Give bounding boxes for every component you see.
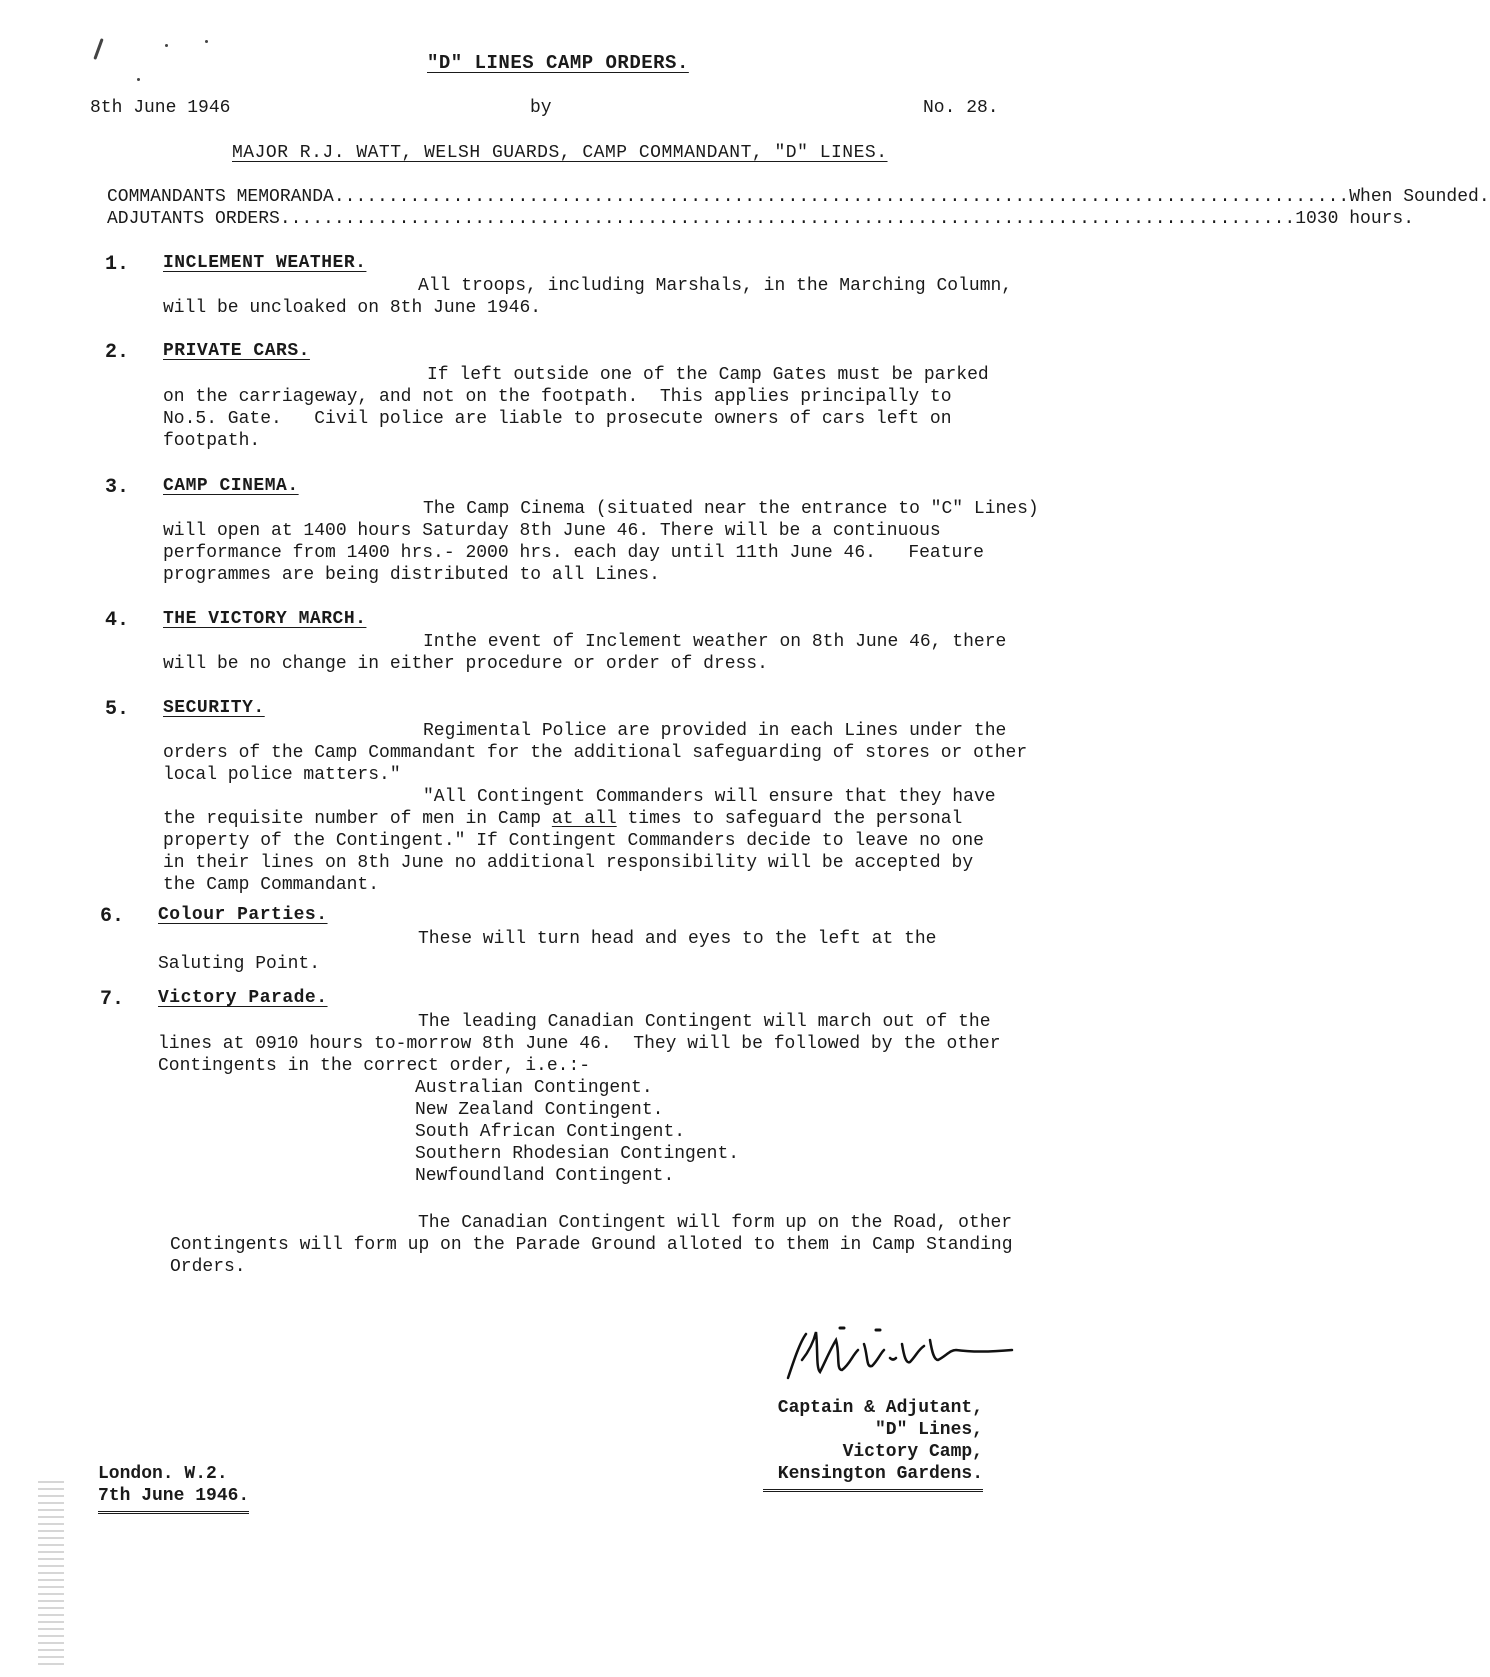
item-heading: PRIVATE CARS. <box>163 341 310 361</box>
contingent-order-item: Newfoundland Contingent. <box>415 1166 675 1186</box>
item-lead-text: Regimental Police are provided in each Lines under the <box>423 721 1007 741</box>
item-body-text: property of the Contingent." If Contingent Commanders decide to leave no one in their lines on 8th June no additional responsibility will be accepted by the Camp Commandant. <box>163 831 984 895</box>
item-number: 2. <box>105 341 130 364</box>
contingent-order-item: Australian Contingent. <box>415 1078 653 1098</box>
item-lead-text: "All Contingent Commanders will ensure that they have <box>423 787 996 807</box>
order-number: No. 28. <box>923 98 999 118</box>
item-heading: CAMP CINEMA. <box>163 476 299 496</box>
signatory-title: Captain & Adjutant, <box>777 1398 983 1418</box>
issue-date: 7th June 1946. <box>98 1485 249 1514</box>
body-fragment: times to safeguard the personal <box>616 809 963 829</box>
issue-place: London. W.2. <box>98 1464 228 1484</box>
item-body-text: Saluting Point. <box>158 954 321 974</box>
item-heading: Colour Parties. <box>158 905 328 925</box>
item-heading: SECURITY. <box>163 698 265 718</box>
item-number: 5. <box>105 698 130 721</box>
issuing-officer: MAJOR R.J. WATT, WELSH GUARDS, CAMP COMMANDANT, "D" LINES. <box>232 143 888 163</box>
scan-edge-noise <box>38 1480 64 1665</box>
stray-mark <box>165 44 168 47</box>
signatory-location: Kensington Gardens. <box>763 1463 983 1492</box>
item-lead-text: All troops, including Marshals, in the Marching Column, <box>418 276 1013 296</box>
item-body-text: orders of the Camp Commandant for the additional safeguarding of stores or other local police matters." <box>163 743 1028 785</box>
schedule-label: ADJUTANTS ORDERS <box>107 209 280 229</box>
contingent-order-item: South African Contingent. <box>415 1122 686 1142</box>
item-number: 4. <box>105 609 130 632</box>
document-title: "D" LINES CAMP ORDERS. <box>427 52 689 74</box>
contingent-order-item: New Zealand Contingent. <box>415 1100 664 1120</box>
item-body-text: will open at 1400 hours Saturday 8th June 46. There will be a continuous performance from 1400 hrs.- 2000 hrs. each day until 11th June 46. Feature programmes are being distributed to all Lines. <box>163 521 984 585</box>
item-body-text: lines at 0910 hours to-morrow 8th June 46. They will be followed by the other Contingents in the correct order, i.e.:- <box>158 1034 1001 1076</box>
schedule-row <box>107 186 1490 208</box>
item-body-text: will be no change in either procedure or order of dress. <box>163 654 768 674</box>
item-body-line <box>163 808 962 830</box>
stray-mark <box>205 40 208 43</box>
handwritten-signature <box>780 1320 1020 1390</box>
item-number: 1. <box>105 253 130 276</box>
signatory-unit: "D" Lines, <box>874 1420 983 1440</box>
body-fragment: the requisite number of men in Camp <box>163 809 552 829</box>
item-lead-text: If left outside one of the Camp Gates must be parked <box>427 365 989 385</box>
leader-dots: .............................................................................................. <box>279 209 1296 229</box>
item-number: 3. <box>105 476 130 499</box>
item-lead-text: The Canadian Contingent will form up on the Road, other <box>418 1213 1013 1233</box>
schedule-value: When Sounded. <box>1349 187 1490 207</box>
schedule-value: 1030 hours. <box>1295 209 1415 229</box>
item-body-text: Contingents will form up on the Parade Ground alloted to them in Camp Standing Orders. <box>170 1235 1013 1277</box>
underlined-emphasis: at all <box>551 809 617 829</box>
item-lead-text: Inthe event of Inclement weather on 8th June 46, there <box>423 632 1007 652</box>
item-lead-text: The Camp Cinema (situated near the entrance to "C" Lines) <box>423 499 1039 519</box>
item-lead-text: The leading Canadian Contingent will march out of the <box>418 1012 991 1032</box>
order-date: 8th June 1946 <box>90 98 231 118</box>
item-heading: Victory Parade. <box>158 988 328 1008</box>
stray-mark <box>137 78 140 81</box>
schedule-row <box>107 208 1415 230</box>
item-number: 7. <box>100 988 125 1011</box>
item-body-text: will be uncloaked on 8th June 1946. <box>163 298 542 318</box>
signatory-camp: Victory Camp, <box>842 1442 983 1462</box>
schedule-label: COMMANDANTS MEMORANDA <box>107 187 334 207</box>
leader-dots: .............................................................................................. <box>333 187 1350 207</box>
item-lead-text: These will turn head and eyes to the left at the <box>418 929 937 949</box>
stray-mark <box>93 38 103 60</box>
item-heading: INCLEMENT WEATHER. <box>163 253 367 273</box>
item-number: 6. <box>100 905 125 928</box>
item-heading: THE VICTORY MARCH. <box>163 609 367 629</box>
contingent-order-item: Southern Rhodesian Contingent. <box>415 1144 740 1164</box>
by-label: by <box>530 98 552 118</box>
item-body-text: on the carriageway, and not on the footpath. This applies principally to No.5. Gate. Civil police are liable to prosecute owners of cars left on footpath. <box>163 387 952 451</box>
